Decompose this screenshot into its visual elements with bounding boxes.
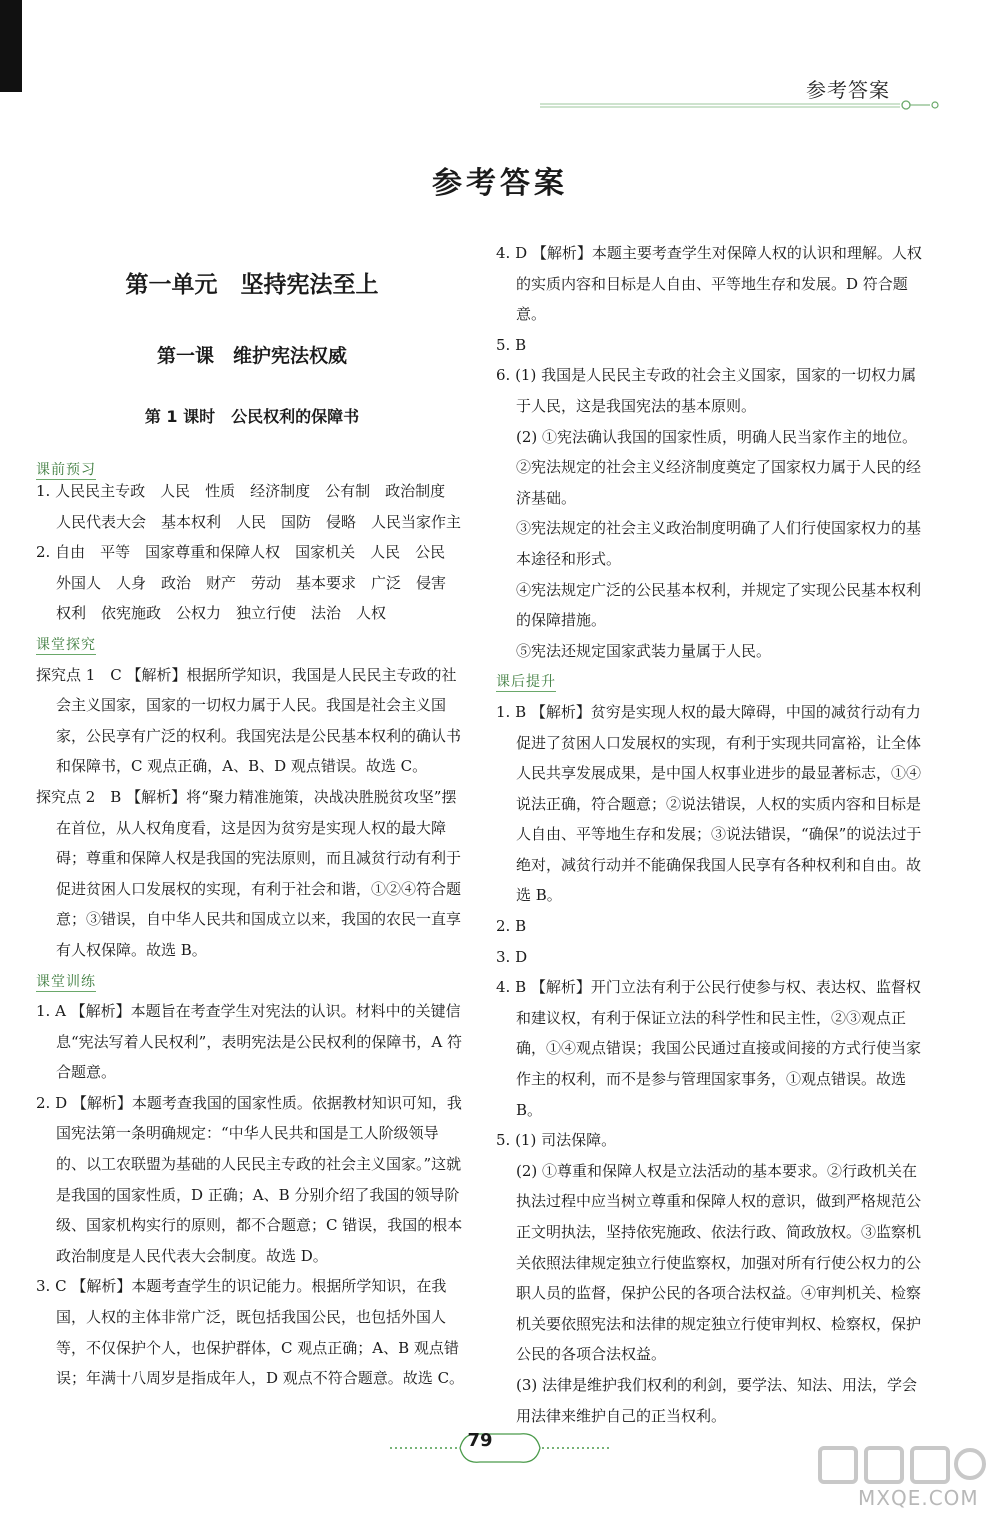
- section-tag-after: 课后提升: [496, 674, 556, 691]
- watermark-text: MXQE.COM: [858, 1486, 979, 1510]
- page-edge-bar: [0, 0, 22, 92]
- answer-item: 5. (1) 司法保障。: [496, 1131, 617, 1150]
- answer-item: 1. B 【解析】贫穷是实现人权的最大障碍，中国的减贫行动有力促进了贫困人口发展权的实现，有利于实现共同富裕，让全体人民共享发展成果，是中国人权事业进步的最显著标志，①④说法正确，符合题意；②说法错误，人权的实质内容和目标是人自由、平等地生存和发展；③说法错误，“确保”的说法过于绝对，减贫行动并不能确保我国人民享有各种权利和自由。故选 B。: [496, 702, 922, 905]
- answer-item: 3. D: [496, 947, 528, 966]
- answer-item: 探究点 2 B 【解析】将“聚力精准施策，决战决胜脱贫攻坚”摆在首位，从人权角度看，这是因为贫穷是实现人权的最大障碍；尊重和保障人权是我国的宪法原则，而且减贫行动有利于促进贫困人口发展权的实现，有利于社会和谐，①②④符合题意；③错误，自中华人民共和国成立以来，我国的农民一直享有人权保障。故选 B。: [36, 787, 462, 959]
- footer-ornament: [380, 1426, 620, 1466]
- answer-item: 6. (1) 我国是人民民主专政的社会主义国家，国家的一切权力属于人民，这是我国宪法的基本原则。: [496, 366, 917, 415]
- answer-item: 4. D 【解析】本题主要考查学生对保障人权的认识和理解。人权的实质内容和目标是人自由、平等地生存和发展。D 符合题意。: [496, 244, 922, 324]
- page-title: 参考答案: [432, 166, 568, 201]
- answer-subitem: (2) ①尊重和保障人权是立法活动的基本要求。②行政机关在执法过程中应当树立尊重和保障人权的意识，做到严格规范公正文明执法，坚持依宪施政、依法行政、简政放权。③监察机关依照法律规定独立行使监察权，加强对所有行使公权力的公职人员的监督，保护公民的各项合法权益。④审判机关、检察机关要依照宪法和法律的规定独立行使审判权、检察权，保护公民的各项合法权益。: [516, 1161, 922, 1364]
- answer-subitem: ⑤宪法还规定国家武装力量属于人民。: [516, 641, 772, 660]
- right-column: [496, 238, 928, 1431]
- answer-item: 1. A 【解析】本题旨在考查学生对宪法的认识。材料中的关键信息“宪法写着人民权利”，表明宪法是公民权利的保障书，A 符合题意。: [36, 1002, 462, 1082]
- answer-item: 探究点 1 C 【解析】根据所学知识，我国是人民民主专政的社会主义国家，国家的一切权力属于人民。我国是社会主义国家，公民享有广泛的权利。我国宪法是公民基本权利的确认书和保障书，C 观点正确，A、B、D 观点错误。故选 C。: [36, 665, 462, 776]
- answer-item: 2. D 【解析】本题考查我国的国家性质。依据教材知识可知，我国宪法第一条明确规定：“中华人民共和国是工人阶级领导的、以工农联盟为基础的人民民主专政的社会主义国家。”这就是我国的国家性质，D 正确；A、B 分别介绍了我国的领导阶级、国家机构实行的原则，都不合题意；C 错误，我国的根本政治制度是人民代表大会制度。故选 D。: [36, 1093, 463, 1265]
- left-column: [36, 476, 468, 1394]
- period-heading: 第 1 课时 公民权利的保障书: [144, 407, 360, 426]
- answer-subitem: ②宪法规定的社会主义经济制度奠定了国家权力属于人民的经济基础。: [516, 458, 922, 507]
- header-rule: [540, 100, 940, 110]
- section-tag-pre: 课前预习: [36, 462, 96, 478]
- answer-item: 2. 自由 平等 国家尊重和保障人权 国家机关 人民 公民 外国人 人身 政治 财产 劳动 基本要求 广泛 侵害 权利 依宪施政 公权力 独立行使 法治 人权: [36, 543, 462, 623]
- answer-item: 5. B: [496, 335, 527, 354]
- answer-subitem: ④宪法规定广泛的公民基本权利，并规定了实现公民基本权利的保障措施。: [516, 580, 922, 630]
- answer-item: 4. B 【解析】开门立法有利于公民行使参与权、表达权、监督权和建议权，有利于保证立法的科学性和民主性，②③观点正确，①④观点错误；我国公民通过直接或间接的方式行使当家作主的权利，而不是参与管理国家事务，①观点错误。故选 B。: [496, 978, 922, 1119]
- running-header: 参考答案: [806, 78, 890, 102]
- section-tag-explore: 课堂探究: [36, 636, 96, 653]
- page-number: 79: [467, 1430, 493, 1451]
- section-tag-train: 课堂训练: [36, 973, 96, 990]
- unit-heading: 第一单元 坚持宪法至上: [125, 272, 379, 298]
- answer-subitem: ③宪法规定的社会主义政治制度明确了人们行使国家权力的基本途径和形式。: [516, 519, 922, 568]
- answer-item: 2. B: [496, 917, 527, 936]
- answer-item: 3. C 【解析】本题考查学生的识记能力。根据所学知识，在我国，人权的主体非常广泛，既包括我国公民，也包括外国人等，不仅保护个人，也保护群体，C 观点正确；A、B 观点错误；年满十八周岁是指成年人，D 观点不符合题意。故选 C。: [36, 1277, 465, 1388]
- lesson-heading: 第一课 维护宪法权威: [156, 345, 347, 367]
- answer-item: 1. 人民民主专政 人民 性质 经济制度 公有制 政治制度 人民代表大会 基本权利 人民 国防 侵略 人民当家作主: [36, 482, 462, 531]
- answer-subitem: (2) ①宪法确认我国的国家性质，明确人民当家作主的地位。: [516, 427, 918, 446]
- answer-subitem: (3) 法律是维护我们权利的利剑，要学法、知法、用法，学会用法律来维护自己的正当权利。: [516, 1375, 918, 1425]
